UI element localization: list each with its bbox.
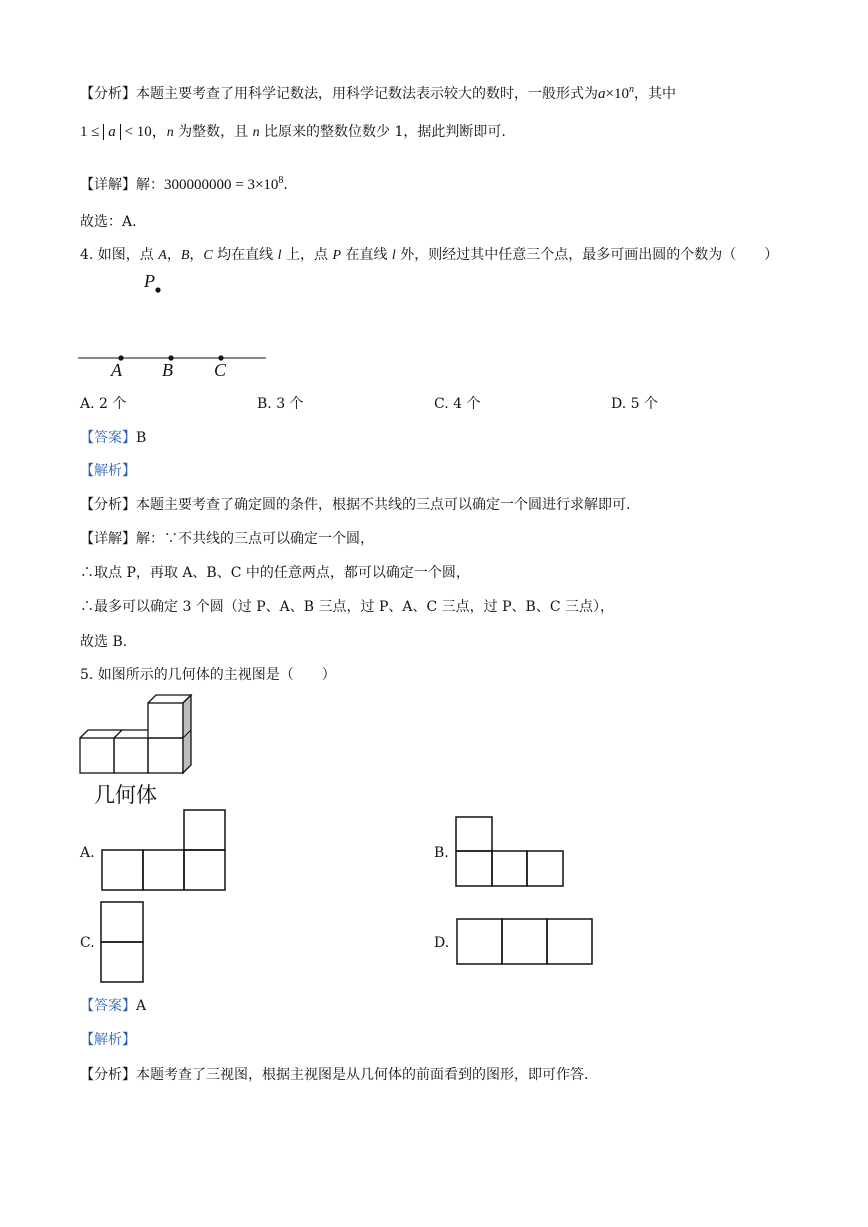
analysis-tag: 【分析】: [80, 86, 136, 102]
q5-figure-caption: 几何体: [94, 783, 157, 807]
label-b: B: [162, 360, 173, 380]
q4-detail-line-2: ∴取点 P，再取 A、B、C 中的任意两点，都可以确定一个圆，: [80, 565, 470, 581]
q5-option-a-view: [100, 809, 228, 897]
q5-option-d-label: D.: [434, 935, 450, 951]
cond-right: < 10，: [120, 124, 167, 140]
q4-detail-line-3: ∴最多可以确定 3 个圆（过 P、A、B 三点，过 P、A、C 三点，过 P、B、C 三点），: [80, 599, 614, 615]
q4-answer-line: [80, 428, 146, 448]
q5-option-b-label: B.: [434, 845, 449, 861]
point-p: [155, 287, 160, 292]
q3-choice: 故选：A.: [80, 214, 137, 230]
q5-option-c-label: C.: [80, 935, 95, 951]
abs-a: a: [103, 124, 121, 140]
answer-tag: 【答案】: [80, 998, 136, 1014]
q4-option-a: A. 2 个: [80, 396, 127, 412]
label-c: C: [214, 360, 227, 380]
q3-analysis-line: [80, 80, 676, 104]
q5-jiexi-tag: 【解析】: [80, 1032, 136, 1048]
detail-equation: $300000000 = 3\times 10^8$: [164, 175, 284, 193]
q4-analysis-line: 【分析】本题主要考查了确定圆的条件，根据不共线的三点可以确定一个圆进行求解即可.: [80, 497, 631, 513]
sci-notation-form: $a\times 10^n$: [598, 84, 634, 102]
q4-option-b: B. 3 个: [257, 396, 304, 412]
cond-left: 1 ≤: [80, 124, 104, 140]
answer-value: A: [136, 998, 147, 1014]
q5-solid-figure: [79, 694, 199, 776]
label-p: P: [144, 271, 155, 291]
q5-option-c-view: [99, 900, 147, 988]
q3-condition-line: 1 ≤ a < 10，n 为整数，且 n 比原来的整数位数少 1，据此判断即可.: [80, 124, 506, 140]
q4-jiexi-tag: 【解析】: [80, 463, 136, 479]
q5-analysis-line: 【分析】本题考查了三视图，根据主视图是从几何体的前面看到的图形，即可作答.: [80, 1067, 589, 1083]
cube-stack-drawing: [79, 694, 199, 776]
q4-detail-line-1: 【详解】解：∵不共线的三点可以确定一个圆，: [80, 531, 374, 547]
q4-figure: [78, 270, 278, 385]
detail-tag: 【详解】: [80, 177, 136, 193]
q3-detail-line: 【详解】解：$300000000 = 3\times 10^8$.: [80, 175, 288, 193]
q5-option-d-view: [456, 918, 596, 970]
q5-option-a-label: A.: [80, 845, 95, 861]
q5-option-b-view: [455, 816, 567, 892]
answer-value: B: [136, 430, 147, 446]
q4-option-d: D. 5 个: [611, 396, 658, 412]
q4-choice: 故选 B.: [80, 634, 128, 650]
analysis-text: 本题主要考查了用科学记数法，用科学记数法表示较大的数时，一般形式为: [136, 86, 598, 102]
answer-tag: 【答案】: [80, 430, 136, 446]
points-line-diagram: [78, 270, 278, 385]
q5-answer-line: [80, 996, 146, 1016]
analysis-text-end: ，其中: [633, 86, 676, 102]
q4-stem: 4. 如图，点 A，B，C 均在直线 l 上，点 P 在直线 l 外，则经过其中任意三个点，最多可画出圆的个数为（ ）: [80, 247, 779, 263]
q5-stem: 5. 如图所示的几何体的主视图是（ ）: [80, 667, 336, 683]
q4-option-c: C. 4 个: [434, 396, 481, 412]
label-a: A: [111, 360, 122, 380]
